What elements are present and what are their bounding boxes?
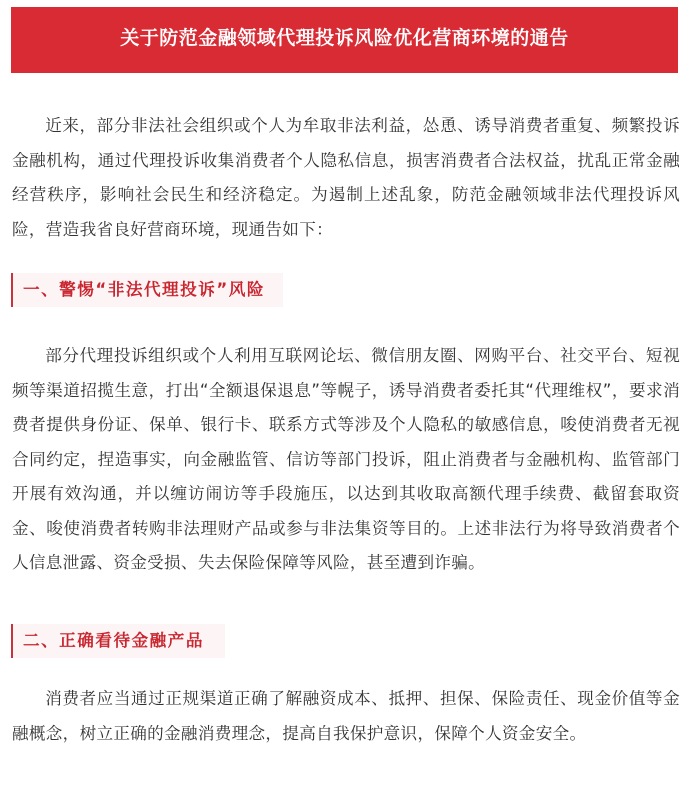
section-2-paragraph: 消费者应当通过正规渠道正确了解融资成本、抵押、担保、保险责任、现金价值等金融概念，树立正确的金融消费理念，提高自我保护意识，保障个人资金安全。: [12, 689, 680, 743]
section-heading-1-text: 一、警惕“非法代理投诉”风险: [23, 280, 265, 299]
section-heading-2: [11, 624, 225, 658]
section-1-paragraph: 部分代理投诉组织或个人利用互联网论坛、微信朋友圈、网购平台、社交平台、短视频等渠道招揽生意，打出“全额退保退息”等幌子，诱导消费者委托其“代理维权”，要求消费者提供身份证、保单、银行卡、联系方式等涉及个人隐私的敏感信息，唆使消费者无视合同约定，捏造事实，向金融监管、信访等部门投诉，阻止消费者与金融机构、监管部门开展有效沟通，并以缠访闹访等手段施压，以达到其收取高额代理手续费、截留套取资金、唆使消费者转购非法理财产品或参与非法集资等目的。上述非法行为将导致消费者个人信息泄露、资金受损、失去保险保障等风险，甚至遭到诈骗。: [12, 346, 680, 572]
intro-paragraph: 近来，部分非法社会组织或个人为牟取非法利益，怂恿、诱导消费者重复、频繁投诉金融机构，通过代理投诉收集消费者个人隐私信息，损害消费者合法权益，扰乱正常金融经营秩序，影响社会民生和经济稳定。为遏制上述乱象，防范金融领域非法代理投诉风险，营造我省良好营商环境，现通告如下：: [12, 116, 680, 239]
page-title: 关于防范金融领域代理投诉风险优化营商环境的通告: [120, 27, 569, 49]
section-heading-1: [11, 273, 283, 307]
section-heading-2-text: 二、正确看待金融产品: [23, 631, 204, 650]
title-banner: [11, 7, 678, 73]
